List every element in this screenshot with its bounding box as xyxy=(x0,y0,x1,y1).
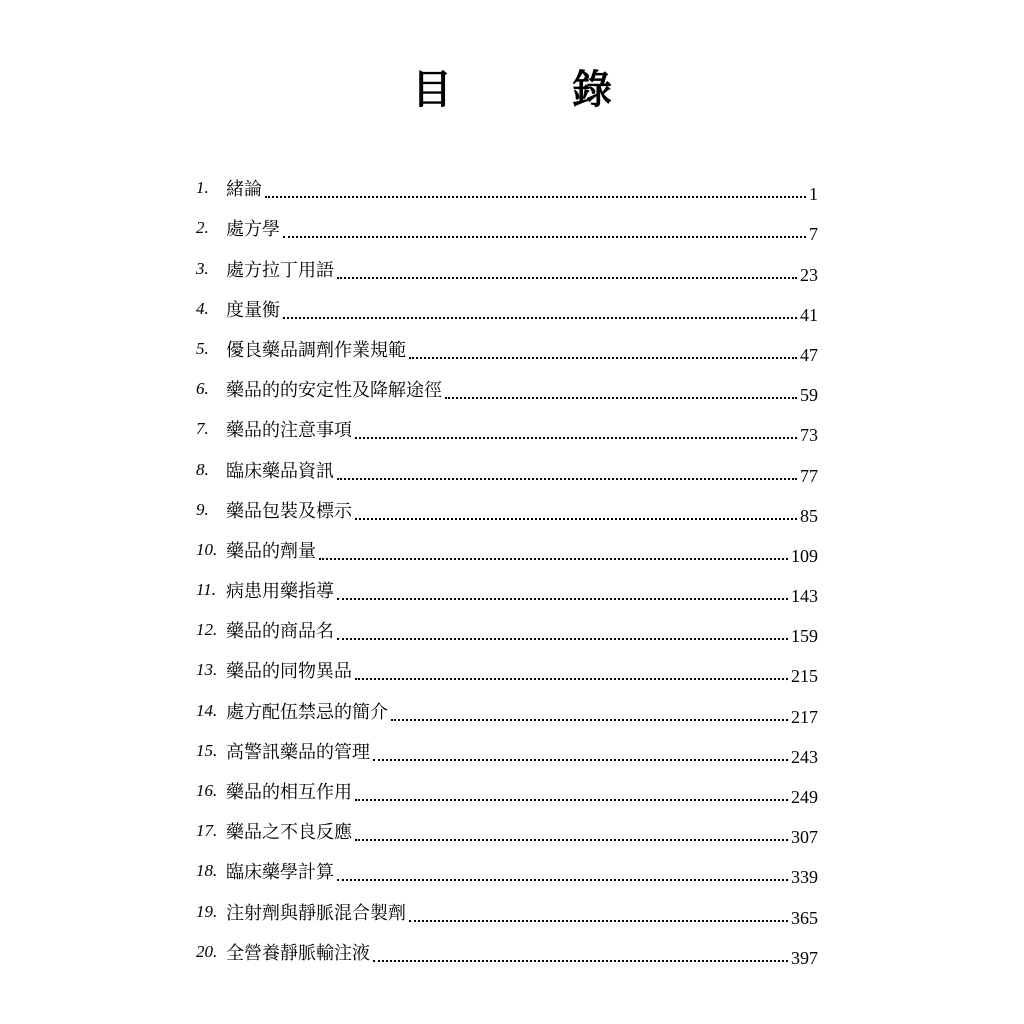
toc-entry-page-number: 143 xyxy=(791,586,818,607)
toc-entry-title: 處方配伍禁忌的簡介 xyxy=(226,701,388,723)
toc-entry-title: 藥品的相互作用 xyxy=(226,782,352,803)
dot-leader xyxy=(373,960,788,962)
page-title: 目 錄 xyxy=(412,66,652,113)
toc-entry xyxy=(196,568,818,608)
dot-leader xyxy=(337,879,788,881)
toc-entry-title: 藥品的商品名 xyxy=(226,621,334,643)
toc-entry-title: 高警訊藥品的管理 xyxy=(226,741,370,763)
toc-entry-title: 病患用藥指導 xyxy=(226,581,334,603)
toc-entry-title: 臨床藥品資訊 xyxy=(226,460,334,482)
dot-leader xyxy=(355,678,788,680)
toc-entry-page-number: 307 xyxy=(791,827,818,848)
toc-entry xyxy=(196,166,818,206)
dot-leader xyxy=(355,437,797,439)
toc-entry-page-number: 1 xyxy=(809,184,818,205)
toc-entry-page-number: 41 xyxy=(800,304,818,325)
dot-leader xyxy=(283,317,797,319)
toc-entry xyxy=(196,447,818,487)
toc-entry xyxy=(196,688,818,728)
toc-entry-title: 全營養靜脈輸注液 xyxy=(226,942,370,964)
toc-entry-title: 藥品之不良反應 xyxy=(226,822,352,844)
toc-entry-number: 6. xyxy=(196,379,209,399)
dot-leader xyxy=(355,839,788,841)
toc-entry-page-number: 73 xyxy=(800,425,818,446)
toc-entry-number: 3. xyxy=(196,258,209,278)
toc-entry-page-number: 109 xyxy=(791,545,818,566)
toc-entry xyxy=(196,769,818,809)
dot-leader xyxy=(319,558,788,560)
toc-entry-number: 15. xyxy=(196,740,218,760)
toc-entry-number: 17. xyxy=(196,821,218,841)
dot-leader xyxy=(283,236,806,238)
toc-entry-page-number: 215 xyxy=(791,666,818,687)
toc-entry-number: 2. xyxy=(196,218,209,238)
toc-entry-number: 12. xyxy=(196,620,218,640)
toc-entry-number: 9. xyxy=(196,499,209,519)
toc-entry xyxy=(196,729,818,769)
toc-entry-title: 優良藥品調劑作業規範 xyxy=(226,339,406,361)
toc-entry-number: 5. xyxy=(196,338,209,358)
table-of-contents xyxy=(196,166,818,970)
toc-entry xyxy=(196,327,818,367)
toc-entry-number: 20. xyxy=(196,941,218,961)
toc-entry-title: 藥品的注意事項 xyxy=(226,420,352,442)
toc-entry xyxy=(196,608,818,648)
toc-entry xyxy=(196,809,818,849)
dot-leader xyxy=(355,799,788,801)
toc-entry-number: 10. xyxy=(196,539,218,559)
toc-entry-page-number: 77 xyxy=(800,465,818,486)
dot-leader xyxy=(337,598,788,600)
toc-entry xyxy=(196,648,818,688)
toc-entry-number: 18. xyxy=(196,861,218,881)
toc-entry-page-number: 243 xyxy=(791,746,818,767)
dot-leader xyxy=(355,518,797,520)
toc-entry-title: 度量衡 xyxy=(226,299,280,321)
dot-leader xyxy=(373,759,788,761)
toc-entry-number: 11. xyxy=(196,580,216,600)
toc-entry xyxy=(196,930,818,970)
toc-entry-page-number: 339 xyxy=(791,867,818,888)
toc-entry xyxy=(196,206,818,246)
toc-entry xyxy=(196,246,818,286)
toc-entry-number: 7. xyxy=(196,419,209,439)
toc-entry-number: 4. xyxy=(196,298,209,318)
toc-entry xyxy=(196,528,818,568)
toc-entry-title: 處方拉丁用語 xyxy=(226,259,334,281)
toc-entry-page-number: 397 xyxy=(791,947,818,968)
dot-leader xyxy=(445,397,797,399)
toc-entry xyxy=(196,889,818,929)
toc-entry xyxy=(196,488,818,528)
toc-entry xyxy=(196,367,818,407)
toc-entry-page-number: 7 xyxy=(809,224,818,245)
toc-entry-number: 19. xyxy=(196,901,218,921)
dot-leader xyxy=(409,920,788,922)
toc-entry-number: 1. xyxy=(196,178,209,198)
toc-entry-number: 8. xyxy=(196,459,209,479)
toc-entry-title: 藥品的的安定性及降解途徑 xyxy=(226,380,442,402)
toc-entry-title: 藥品的同物異品 xyxy=(226,661,352,683)
toc-entry xyxy=(196,849,818,889)
toc-entry-number: 13. xyxy=(196,660,218,680)
toc-entry-number: 14. xyxy=(196,700,218,720)
toc-entry-title: 緒論 xyxy=(226,179,262,201)
toc-entry-title: 藥品的劑量 xyxy=(226,540,316,562)
toc-entry-page-number: 59 xyxy=(800,385,818,406)
toc-entry-page-number: 23 xyxy=(800,264,818,285)
toc-entry-page-number: 249 xyxy=(791,787,818,807)
toc-entry xyxy=(196,287,818,327)
toc-entry xyxy=(196,407,818,447)
dot-leader xyxy=(337,277,797,279)
toc-entry-page-number: 365 xyxy=(791,907,818,928)
dot-leader xyxy=(337,478,797,480)
toc-entry-title: 藥品包裝及標示 xyxy=(226,500,352,522)
toc-entry-title: 注射劑與靜脈混合製劑 xyxy=(226,902,406,924)
dot-leader xyxy=(337,638,788,640)
toc-entry-page-number: 47 xyxy=(800,344,818,365)
toc-entry-number: 16. xyxy=(196,781,218,800)
toc-entry-page-number: 159 xyxy=(791,626,818,647)
dot-leader xyxy=(409,357,797,359)
dot-leader xyxy=(265,196,806,198)
toc-entry-title: 處方學 xyxy=(226,219,280,241)
toc-entry-page-number: 85 xyxy=(800,505,818,526)
toc-entry-page-number: 217 xyxy=(791,706,818,727)
dot-leader xyxy=(391,719,788,721)
toc-entry-title: 臨床藥學計算 xyxy=(226,862,334,884)
